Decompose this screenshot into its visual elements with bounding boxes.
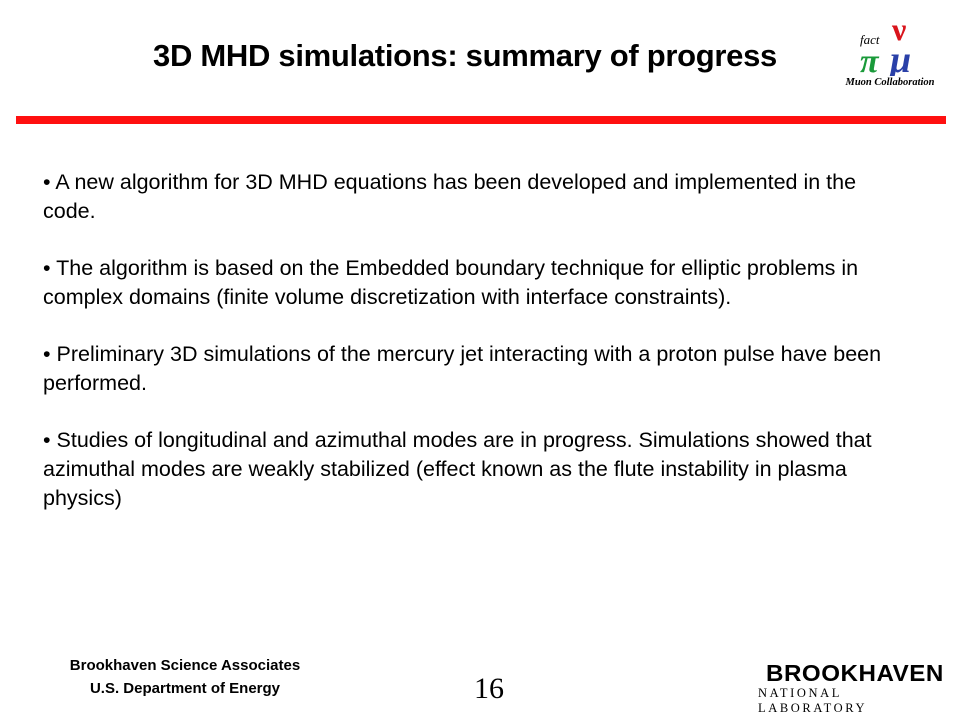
logo-nu-symbol: ν — [892, 14, 907, 47]
brookhaven-logo-main: BROOKHAVEN — [766, 660, 944, 686]
bullet-item: • Studies of longitudinal and azimuthal modes are in progress. Simulations showed that azimuthal modes are weakly stabilized (effect known as the flute instability in plasma physics) — [43, 428, 872, 510]
bullet-item: • The algorithm is based on the Embedded boundary technique for elliptic problems in complex domains (finite volume discretization with interface constraints). — [43, 256, 859, 309]
muon-collaboration-logo — [838, 14, 942, 88]
footer-org-line1: Brookhaven Science Associates — [69, 657, 301, 674]
page-number: 16 — [474, 672, 504, 705]
footer-organization — [40, 654, 330, 700]
footer-org-line2: U.S. Department of Energy — [89, 680, 281, 697]
brookhaven-logo-sub: NATIONAL LABORATORY — [758, 686, 868, 715]
bullet-item: • A new algorithm for 3D MHD equations has been developed and implemented in the code. — [43, 170, 857, 223]
slide-title: 3D MHD simulations: summary of progress — [153, 38, 777, 73]
brookhaven-logo — [744, 660, 944, 715]
logo-mu-symbol: μ — [890, 39, 912, 76]
title-divider — [16, 116, 946, 124]
bullet-item: • Preliminary 3D simulations of the mercury jet interacting with a proton pulse have been performed. — [43, 342, 882, 395]
logo-pi-symbol: π — [860, 43, 879, 76]
muon-collaboration-label: Muon Collaboration — [845, 77, 935, 88]
logo-fact-text: fact — [860, 32, 880, 47]
nu-pi-mu-logo-icon — [838, 14, 942, 76]
bullet-list — [43, 168, 913, 541]
